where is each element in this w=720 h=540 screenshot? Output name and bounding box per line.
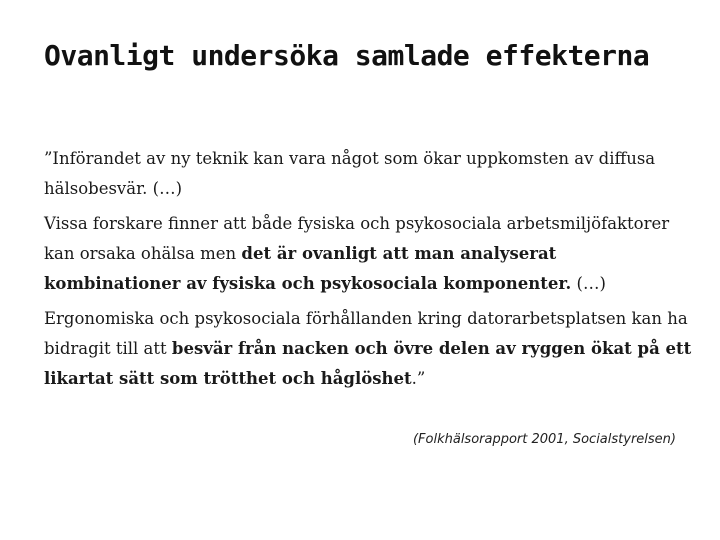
paragraph-3-text-after: .” [411,369,426,388]
quote-paragraph-1 [44,144,694,204]
quote-paragraph-3 [44,304,694,394]
citation: (Folkhälsorapport 2001, Socialstyrelsen) [412,432,676,447]
paragraph-1-text: ”Införandet av ny teknik kan vara något som ökar uppkomsten av diffusa hälsobesvär. (…) [44,149,656,198]
paragraph-2-text-after: (…) [571,274,606,293]
quote-paragraph-2 [44,209,694,299]
slide-title: Ovanligt undersöka samlade effekterna [44,39,650,72]
paragraph-2-text-before: Vissa forskare finner att både fysiska och psykosociala arbetsmiljöfaktorer kan orsaka ohälsa men [44,214,670,263]
paragraph-3-text-before: Ergonomiska och psykosociala förhållanden kring datorarbetsplatsen kan ha bidragit till att [44,309,688,358]
paragraph-2-bold: det är ovanligt att man analyserat kombinationer av fysiska och psykosociala komponenter. [44,244,572,293]
paragraph-3-bold: besvär från nacken och övre delen av ryggen ökat på ett likartat sätt som trötthet och håglöshet [44,339,692,388]
quote-body [44,144,694,399]
